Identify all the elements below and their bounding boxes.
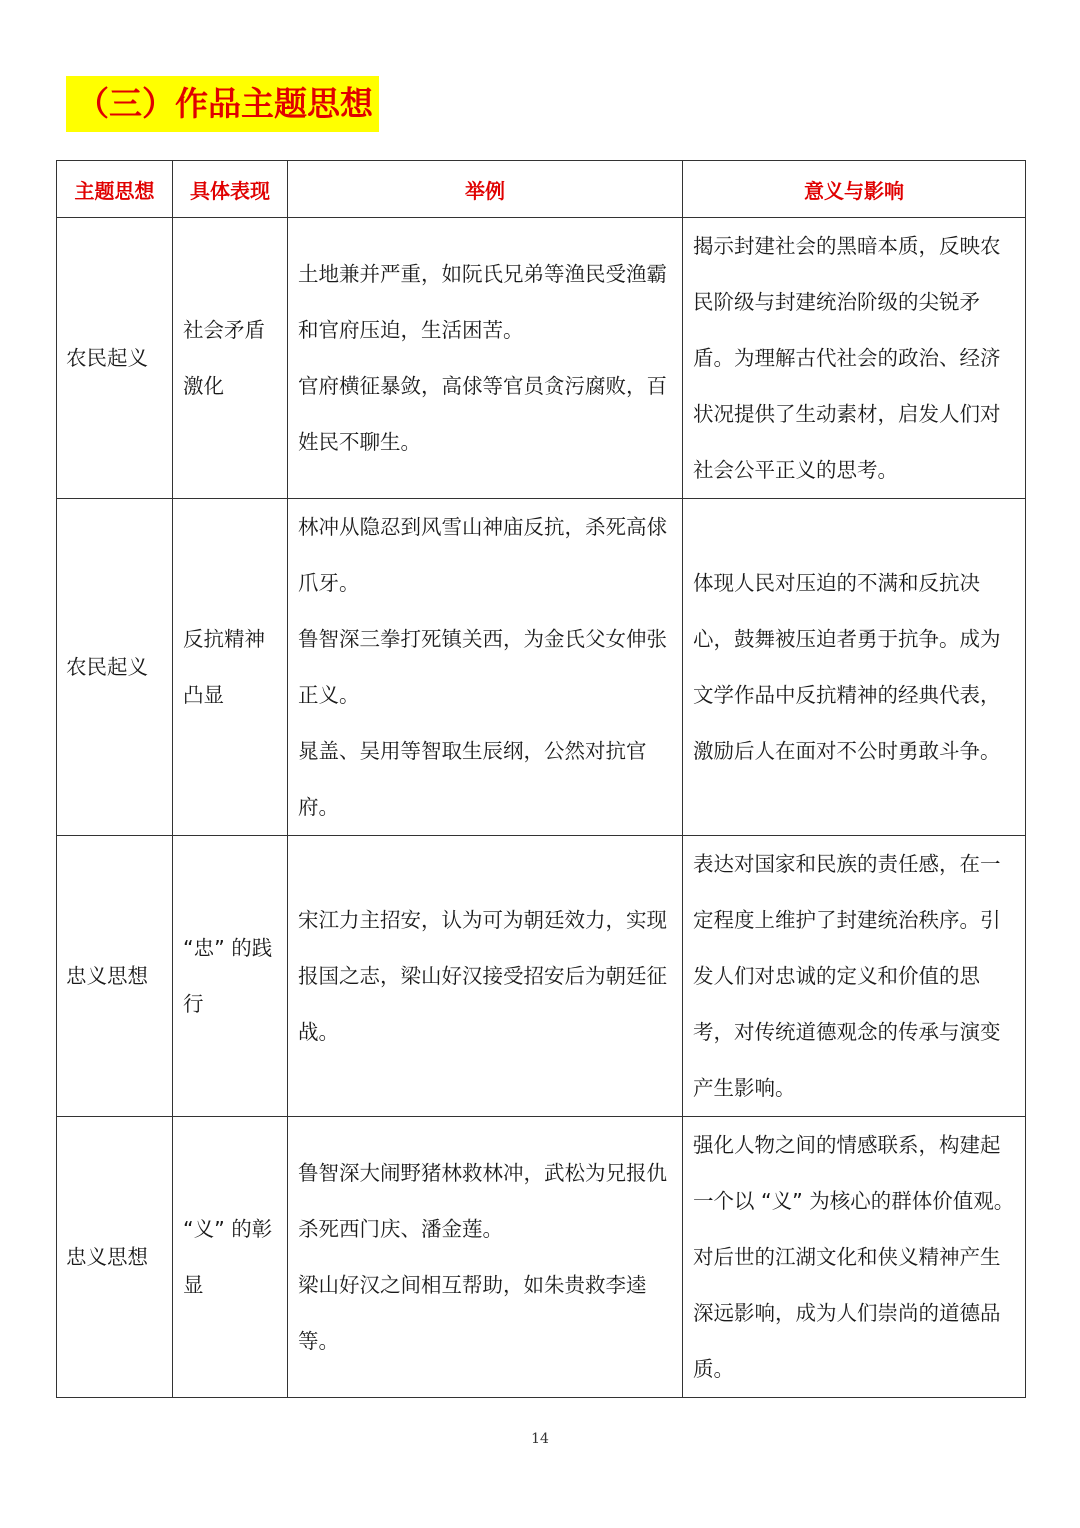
table-row — [57, 1117, 1026, 1398]
header-theme: 主题思想 — [57, 161, 173, 218]
theme-cell: 忠义思想 — [57, 1117, 173, 1398]
significance-cell: 揭示封建社会的黑暗本质，反映农民阶级与封建统治阶级的尖锐矛盾。为理解古代社会的政治、经济状况提供了生动素材，启发人们对社会公平正义的思考。 — [683, 218, 1026, 499]
example-text: 林冲从隐忍到风雪山神庙反抗，杀死高俅爪牙。 — [298, 515, 667, 595]
header-significance: 意义与影响 — [683, 161, 1026, 218]
significance-cell: 表达对国家和民族的责任感，在一定程度上维护了封建统治秩序。引发人们对忠诚的定义和价值的思考，对传统道德观念的传承与演变产生影响。 — [683, 836, 1026, 1117]
header-manifestation: 具体表现 — [173, 161, 288, 218]
manifestation-cell: 社会矛盾激化 — [173, 218, 288, 499]
manifestation-cell: “忠” 的践行 — [173, 836, 288, 1117]
example-text: 鲁智深大闹野猪林救林冲，武松为兄报仇杀死西门庆、潘金莲。 — [298, 1161, 667, 1241]
table-row — [57, 499, 1026, 836]
section-title: （三）作品主题思想 — [66, 76, 379, 132]
table-header-row — [57, 161, 1026, 218]
example-text: 土地兼并严重，如阮氏兄弟等渔民受渔霸和官府压迫，生活困苦。 — [298, 262, 667, 342]
theme-cell: 农民起义 — [57, 499, 173, 836]
examples-cell — [288, 499, 683, 836]
examples-cell — [288, 1117, 683, 1398]
example-text: 官府横征暴敛，高俅等官员贪污腐败，百姓民不聊生。 — [298, 374, 667, 454]
significance-cell: 强化人物之间的情感联系，构建起一个以 “义” 为核心的群体价值观。对后世的江湖文化和侠义精神产生深远影响，成为人们崇尚的道德品质。 — [683, 1117, 1026, 1398]
theme-cell: 忠义思想 — [57, 836, 173, 1117]
header-examples: 举例 — [288, 161, 683, 218]
examples-cell — [288, 218, 683, 499]
table-row — [57, 836, 1026, 1117]
manifestation-cell: 反抗精神凸显 — [173, 499, 288, 836]
theme-table — [56, 160, 1026, 1398]
table-row — [57, 218, 1026, 499]
page-number: 14 — [531, 1431, 549, 1447]
example-text: 梁山好汉之间相互帮助，如朱贵救李逵等。 — [298, 1273, 647, 1353]
examples-cell — [288, 836, 683, 1117]
significance-cell: 体现人民对压迫的不满和反抗决心，鼓舞被压迫者勇于抗争。成为文学作品中反抗精神的经典代表，激励后人在面对不公时勇敢斗争。 — [683, 499, 1026, 836]
example-text: 晁盖、吴用等智取生辰纲，公然对抗官府。 — [298, 739, 647, 819]
theme-cell: 农民起义 — [57, 218, 173, 499]
example-text: 宋江力主招安，认为可为朝廷效力，实现报国之志，梁山好汉接受招安后为朝廷征战。 — [298, 908, 667, 1044]
manifestation-cell: “义” 的彰显 — [173, 1117, 288, 1398]
example-text: 鲁智深三拳打死镇关西，为金氏父女伸张正义。 — [298, 627, 667, 707]
